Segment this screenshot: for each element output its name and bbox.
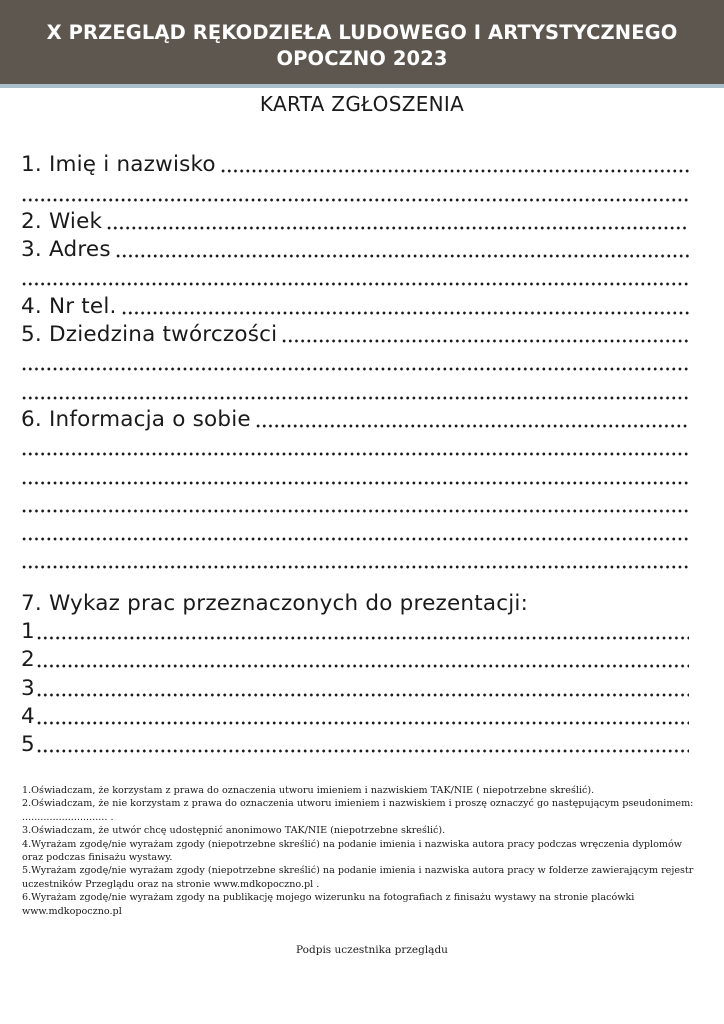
works-heading xyxy=(21,588,689,616)
dotted-line xyxy=(36,663,689,669)
dotted-line xyxy=(36,692,689,698)
work-item-1[interactable] xyxy=(21,617,689,645)
signature-label: Podpis uczestnika przeglądu xyxy=(296,944,448,956)
field-name-label: 1. Imię i nazwisko xyxy=(21,152,216,178)
works-heading-label: 7. Wykaz prac przeznaczonych do prezentacji: xyxy=(21,590,529,616)
work-item-4[interactable] xyxy=(21,702,689,730)
field-address-continuation[interactable] xyxy=(21,263,689,291)
work-item-number: 4 xyxy=(21,703,35,729)
field-age[interactable] xyxy=(21,207,689,235)
field-phone[interactable] xyxy=(21,291,689,319)
consent-note-5: 5.Wyrażam zgodę/nie wyrażam zgody (niepotrzebne skreślić) na podanie imienia i nazwiska autora pracy w folderze zawierającym rejestr uczestników Przeglądu oraz na stronie www.mdkopoczno.pl . xyxy=(22,865,694,890)
work-item-5[interactable] xyxy=(21,730,689,758)
field-about-continuation[interactable] xyxy=(21,461,689,489)
dotted-line xyxy=(21,197,689,203)
field-work-area[interactable] xyxy=(21,320,689,348)
consent-notes xyxy=(22,784,702,918)
field-work-area-continuation[interactable] xyxy=(21,376,689,404)
consent-note-3: 3.Oświadczam, że utwór chcę udostępnić anonimowo TAK/NIE (niepotrzebne skreślić). xyxy=(22,825,446,837)
field-about-continuation[interactable] xyxy=(21,518,689,546)
page-header xyxy=(0,0,724,84)
work-item-number: 5 xyxy=(21,732,35,758)
work-item-3[interactable] xyxy=(21,673,689,701)
field-work-area-label: 5. Dziedzina twórczości xyxy=(21,322,278,348)
dotted-line xyxy=(36,635,689,641)
field-name[interactable] xyxy=(21,150,689,178)
dotted-line xyxy=(21,395,689,401)
field-work-area-continuation[interactable] xyxy=(21,348,689,376)
field-address-dotted-line xyxy=(115,253,689,259)
header-title-line-1: X PRZEGLĄD RĘKODZIEŁA LUDOWEGO I ARTYSTYCZNEGO xyxy=(46,21,678,44)
field-address[interactable] xyxy=(21,235,689,263)
consent-note-2: 2.Oświadczam, że nie korzystam z prawa do oznaczenia utworu imieniem i nazwiskiem i proszę oznaczyć go następującym pseudonimem: ............................ . xyxy=(22,798,694,823)
field-about-continuation[interactable] xyxy=(21,546,689,574)
dotted-line xyxy=(36,720,689,726)
work-item-number: 2 xyxy=(21,647,35,673)
field-phone-dotted-line xyxy=(121,310,689,316)
dotted-line xyxy=(21,480,689,486)
field-name-dotted-line xyxy=(220,168,689,174)
work-item-2[interactable] xyxy=(21,645,689,673)
dotted-line xyxy=(21,366,689,372)
field-age-dotted-line xyxy=(106,225,689,231)
consent-note-6: 6.Wyrażam zgodę/nie wyrażam zgody na publikację mojego wizerunku na fotografiach z finisażu wystawy na stronie placówki www.mdkopoczno.pl xyxy=(22,892,635,917)
dotted-line xyxy=(21,508,689,514)
field-about-continuation[interactable] xyxy=(21,433,689,461)
field-about-label: 6. Informacja o sobie xyxy=(21,406,251,432)
dotted-line xyxy=(21,564,689,570)
dotted-line xyxy=(21,281,689,287)
dotted-line xyxy=(36,748,689,754)
consent-note-1: 1.Oświadczam, że korzystam z prawa do oznaczenia utworu imieniem i nazwiskiem TAK/NIE ( niepotrzebne skreślić). xyxy=(22,785,595,796)
work-item-number: 1 xyxy=(21,619,35,645)
field-work-area-dotted-line xyxy=(281,338,689,344)
form-title: KARTA ZGŁOSZENIA xyxy=(259,92,465,116)
header-stripe xyxy=(0,84,724,88)
field-about-continuation[interactable] xyxy=(21,490,689,518)
work-item-number: 3 xyxy=(21,675,35,701)
consent-note-4: 4.Wyrażam zgodę/nie wyrażam zgody (niepotrzebne skreślić) na podanie imienia i nazwiska autora pracy podczas wręczenia dyplomów oraz podczas finisażu wystawy. xyxy=(22,838,682,864)
field-phone-label: 4. Nr tel. xyxy=(21,293,117,319)
field-address-label: 3. Adres xyxy=(21,237,111,263)
field-age-label: 2. Wiek xyxy=(21,208,103,234)
dotted-line xyxy=(21,536,689,542)
dotted-line xyxy=(21,451,689,457)
header-title-line-2: OPOCZNO 2023 xyxy=(276,47,448,70)
form-fields xyxy=(21,150,689,758)
field-name-continuation[interactable] xyxy=(21,178,689,206)
field-about-dotted-line xyxy=(255,423,689,429)
field-about[interactable] xyxy=(21,405,689,433)
spacer xyxy=(21,574,689,588)
